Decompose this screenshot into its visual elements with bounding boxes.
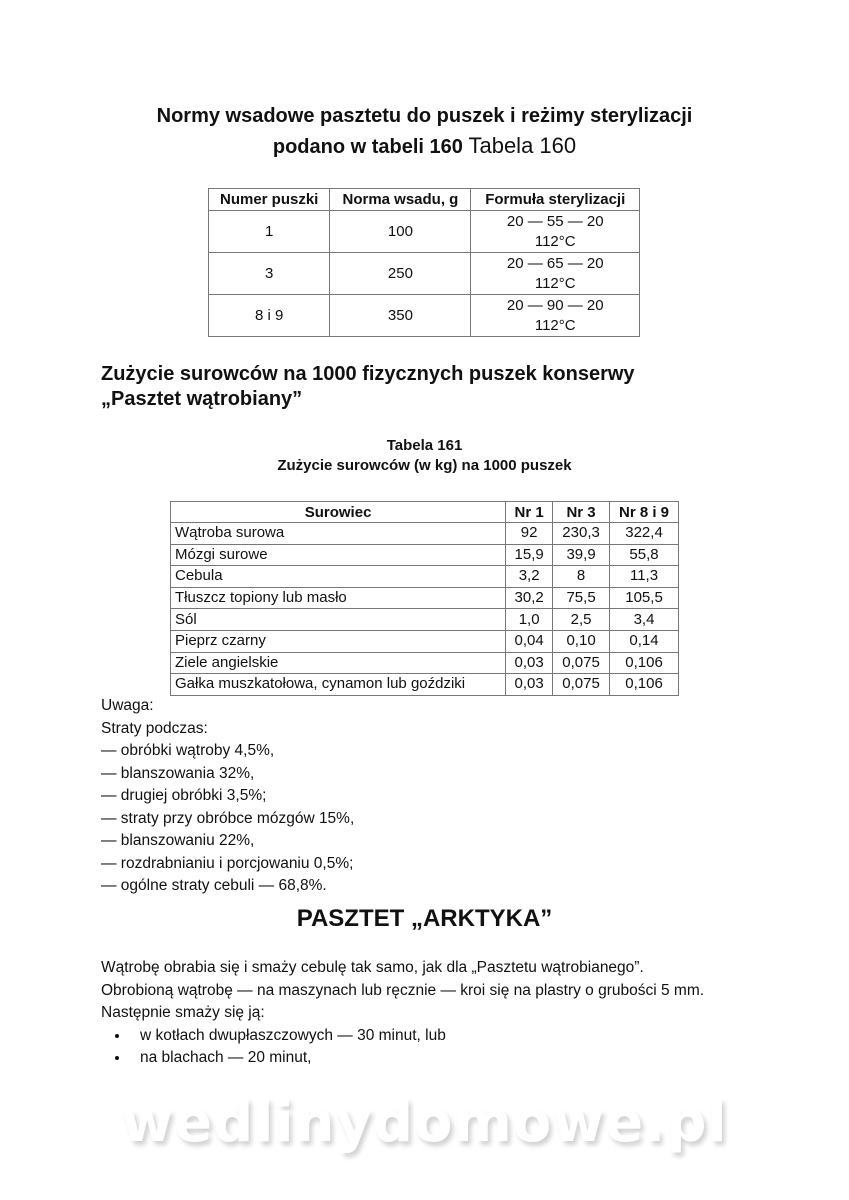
formula: 20 — 65 — 20 [506, 254, 604, 272]
cell: 11,3 [610, 566, 679, 588]
cell: Tłuszcz topiony lub masło [171, 587, 506, 609]
section-heading-line-2: „Pasztet wątrobiany” [101, 388, 303, 410]
table-160 [208, 188, 640, 337]
formula: 20 — 90 — 20 [506, 296, 604, 314]
note-line: — ogólne straty cebuli — 68,8%. [101, 877, 327, 894]
table-row [171, 609, 679, 631]
note-line: — blanszowania 32%, [101, 764, 255, 782]
cell: Sól [171, 609, 506, 631]
cell: 1 [209, 211, 330, 253]
cell: 0,106 [610, 652, 679, 674]
note-line: — straty przy obróbce mózgów 15%, [101, 809, 355, 827]
cell: 3,2 [506, 566, 553, 588]
cell: 39,9 [553, 544, 610, 566]
table-row [171, 652, 679, 674]
header-cell: Formuła sterylizacji [471, 189, 640, 211]
note-line: Uwaga: [101, 697, 154, 714]
table-row [209, 211, 640, 253]
bullet-list [0, 1025, 704, 1070]
table-row [171, 523, 679, 545]
cell: 8 [553, 566, 610, 588]
cell: 100 [330, 211, 471, 253]
cell: Ziele angielskie [171, 652, 506, 674]
cell: 0,106 [610, 674, 679, 696]
notes [101, 695, 354, 898]
cell: 3 [209, 253, 330, 295]
cell: 0,03 [506, 652, 553, 674]
temperature: 112°C [534, 232, 576, 250]
cell: 3,4 [610, 609, 679, 631]
table-row [171, 587, 679, 609]
cell [471, 253, 640, 295]
table-161-caption [0, 436, 849, 476]
watermark: wedlinydomowe.pl [121, 1090, 728, 1155]
table-row [171, 630, 679, 652]
header-cell: Nr 3 [553, 502, 610, 523]
cell: 0,14 [610, 630, 679, 652]
header-cell: Surowiec [171, 502, 506, 523]
table-caption: Tabela 161 [386, 437, 463, 454]
cell: 75,5 [553, 587, 610, 609]
cell: Pieprz czarny [171, 630, 506, 652]
cell: 230,3 [553, 523, 610, 545]
title-line-1: Normy wsadowe pasztetu do puszek i reżimy sterylizacji [156, 105, 693, 127]
table-row [171, 544, 679, 566]
title-line-2 [0, 131, 849, 162]
cell: 15,9 [506, 544, 553, 566]
note-line: — blanszowaniu 22%, [101, 832, 255, 849]
table-row [209, 295, 640, 337]
cell: 2,5 [553, 609, 610, 631]
note-line: — drugiej obróbki 3,5%; [101, 787, 267, 804]
cell: Wątroba surowa [171, 523, 506, 545]
list-item: • w kotłach dwupłaszczowych — 30 minut, lub [130, 1025, 704, 1048]
cell [471, 211, 640, 253]
cell: 322,4 [610, 523, 679, 545]
cell [471, 295, 640, 337]
cell: Mózgi surowe [171, 544, 506, 566]
paragraph-line: Obrobioną wątrobę — na maszynach lub ręcznie — kroi się na plastry o grubości 5 mm. [101, 981, 705, 999]
paragraph-line: Wątrobę obrabia się i smaży cebulę tak samo, jak dla „Pasztetu wątrobianego”. [101, 959, 644, 976]
temperature: 112°C [534, 316, 576, 334]
cell: 1,0 [506, 609, 553, 631]
list-item: • na blachach — 20 minut, [130, 1047, 704, 1070]
table-160-label: Tabela 160 [468, 133, 577, 158]
paragraph-line: Następnie smaży się ją: [101, 1004, 265, 1021]
header-cell: Nr 1 [506, 502, 553, 523]
document-title [0, 101, 849, 162]
cell: Gałka muszkatołowa, cynamon lub goździki [171, 674, 506, 696]
formula: 20 — 55 — 20 [506, 212, 604, 230]
note-line: — rozdrabnianiu i porcjowaniu 0,5%; [101, 854, 354, 872]
temperature: 112°C [534, 274, 576, 292]
cell: 350 [330, 295, 471, 337]
cell: 105,5 [610, 587, 679, 609]
cell: 0,075 [553, 652, 610, 674]
cell: 55,8 [610, 544, 679, 566]
cell: Cebula [171, 566, 506, 588]
table-header-row [209, 189, 640, 211]
section-heading-arktyka: PASZTET „ARKTYKA” [296, 905, 553, 932]
table-row [171, 674, 679, 696]
section-heading-line-1: Zużycie surowców na 1000 fizycznych puszek konserwy [101, 363, 635, 385]
cell: 0,03 [506, 674, 553, 696]
cell: 92 [506, 523, 553, 545]
header-cell: Norma wsadu, g [330, 189, 471, 211]
table-row [171, 566, 679, 588]
cell: 0,04 [506, 630, 553, 652]
cell: 8 i 9 [209, 295, 330, 337]
table-subcaption: Zużycie surowców (w kg) na 1000 puszek [277, 457, 572, 474]
cell: 0,075 [553, 674, 610, 696]
table-161 [170, 501, 679, 696]
cell: 0,10 [553, 630, 610, 652]
section-heading [101, 362, 635, 412]
table-header-row [171, 502, 679, 523]
note-line: Straty podczas: [101, 719, 208, 737]
cell: 250 [330, 253, 471, 295]
header-cell: Numer puszki [209, 189, 330, 211]
arktyka-text [101, 957, 704, 1070]
header-cell: Nr 8 i 9 [610, 502, 679, 523]
note-line: — obróbki wątroby 4,5%, [101, 742, 275, 759]
title-line-2-bold: podano w tabeli 160 [272, 136, 463, 158]
cell: 30,2 [506, 587, 553, 609]
table-row [209, 253, 640, 295]
